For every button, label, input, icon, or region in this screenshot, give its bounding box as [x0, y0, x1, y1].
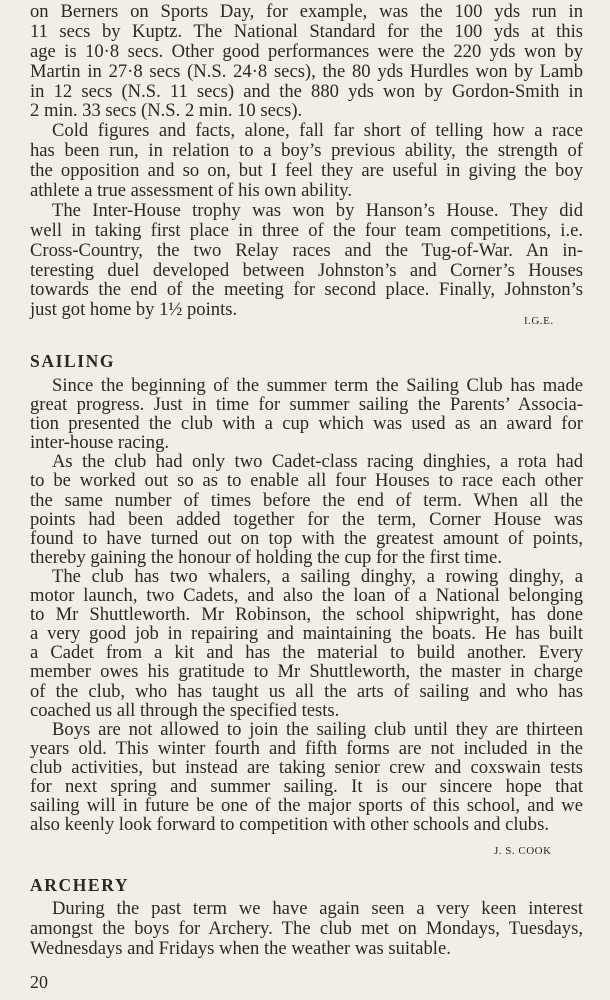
text-line: club activities, but instead are taking senior crew and coxswain tests — [30, 756, 583, 778]
text-line: member owes his gratitude to Mr Shuttleworth, the master in charge — [30, 661, 583, 683]
text-line: Boys are not allowed to join the sailing club until they are thirteen — [52, 718, 583, 740]
paragraph — [30, 899, 583, 960]
text-line: As the club had only two Cadet-class racing dinghies, a rota had — [52, 451, 583, 473]
text-line: Cold figures and facts, alone, fall far short of telling how a race — [52, 120, 583, 142]
text-line: amongst the boys for Archery. The club met on Mondays, Tuesdays, — [30, 918, 583, 940]
text-line: has been run, in relation to a boy’s previous ability, the strength of — [30, 140, 583, 162]
page-number: 20 — [30, 972, 48, 992]
paragraph — [30, 376, 583, 452]
paragraph — [30, 121, 583, 201]
text-line: sailing will in future be one of the major sports of this school, and we — [30, 795, 583, 817]
text-line: Cross-Country, the two Relay races and the Tug-of-War. An in- — [30, 239, 583, 261]
text-line: in 12 secs (N.S. 11 secs) and the 880 yds won by Gordon-Smith in — [30, 80, 583, 102]
text-line: Martin in 27·8 secs (N.S. 24·8 secs), the 80 yds Hurdles won by Lamb — [30, 60, 583, 82]
text-line: to Mr Shuttleworth. Mr Robinson, the school shipwright, has done — [30, 604, 583, 626]
text-line: Since the beginning of the summer term the Sailing Club has made — [52, 375, 583, 396]
text-line: During the past term we have again seen a very keen interest — [52, 898, 583, 919]
text-line: found to have turned out on top with the greatest amount of points, — [30, 527, 583, 549]
text-line: thereby gaining the honour of holding the cup for the first time. — [30, 546, 502, 568]
text-line: tion presented the club with a cup which was used as an award for — [30, 413, 583, 435]
paragraph — [30, 201, 583, 320]
text-line: 11 secs by Kuptz. The National Standard for the 100 yds at this — [30, 20, 583, 42]
text-line: towards the end of the meeting for second place. Finally, Johnston’s — [30, 279, 583, 301]
text-line: The Inter-House trophy was won by Hanson’s House. They did — [52, 199, 583, 221]
paragraph — [30, 720, 583, 835]
text-line: of the club, who has taught us all the arts of sailing and who has — [30, 680, 583, 702]
text-line: a Cadet from a kit and has the material to build another. Every — [30, 642, 583, 664]
text-line: the opposition and so on, but I feel they are useful in giving the boy — [30, 160, 583, 182]
text-line: to be worked out so as to enable all four Houses to race each other — [30, 470, 583, 492]
sailing-section-body — [30, 376, 583, 834]
text-line: just got home by 1½ points. — [30, 299, 238, 321]
text-line: the same number of times before the end of term. When all the — [30, 489, 583, 511]
text-line: age is 10·8 secs. Other good performances were the 220 yds won by — [30, 40, 583, 62]
archery-section-body — [30, 899, 583, 960]
text-line: on Berners on Sports Day, for example, was the 100 yds run in — [30, 1, 583, 22]
text-line: for next spring and summer sailing. It is our sincere hope that — [30, 775, 583, 797]
sailing-signature: J. S. COOK — [494, 845, 552, 857]
text-line: years old. This winter fourth and fifth forms are not included in the — [30, 737, 583, 759]
text-line: teresting duel developed between Johnston’s and Corner’s Houses — [30, 259, 583, 281]
text-line: points had been added together for the term, Corner House was — [30, 508, 583, 530]
text-line: motor launch, two Cadets, and also the loan of a National belonging — [30, 585, 583, 607]
sailing-heading: SAILING — [30, 351, 116, 371]
text-line: a very good job in repairing and maintaining the boats. He has built — [30, 623, 583, 645]
text-line: 2 min. 33 secs (N.S. 2 min. 10 secs). — [30, 100, 303, 122]
text-line: inter-house racing. — [30, 432, 170, 454]
athletics-signature: I.G.E. — [524, 315, 554, 327]
text-line: The club has two whalers, a sailing dinghy, a rowing dinghy, a — [52, 565, 583, 587]
athletics-section-body — [30, 2, 583, 320]
text-line: also keenly look forward to competition with other schools and clubs. — [30, 814, 549, 836]
paragraph — [30, 567, 583, 720]
text-line: Wednesdays and Fridays when the weather was suitable. — [30, 938, 451, 960]
text-line: great progress. Just in time for summer sailing the Parents’ Associa- — [30, 394, 583, 416]
text-line: athlete a true assessment of his own ability. — [30, 180, 353, 202]
text-line: coached us all through the specified tests. — [30, 699, 340, 721]
paragraph — [30, 2, 583, 121]
archery-heading: ARCHERY — [30, 875, 130, 895]
paragraph — [30, 452, 583, 567]
text-line: well in taking first place in three of the four team competitions, i.e. — [30, 219, 583, 241]
